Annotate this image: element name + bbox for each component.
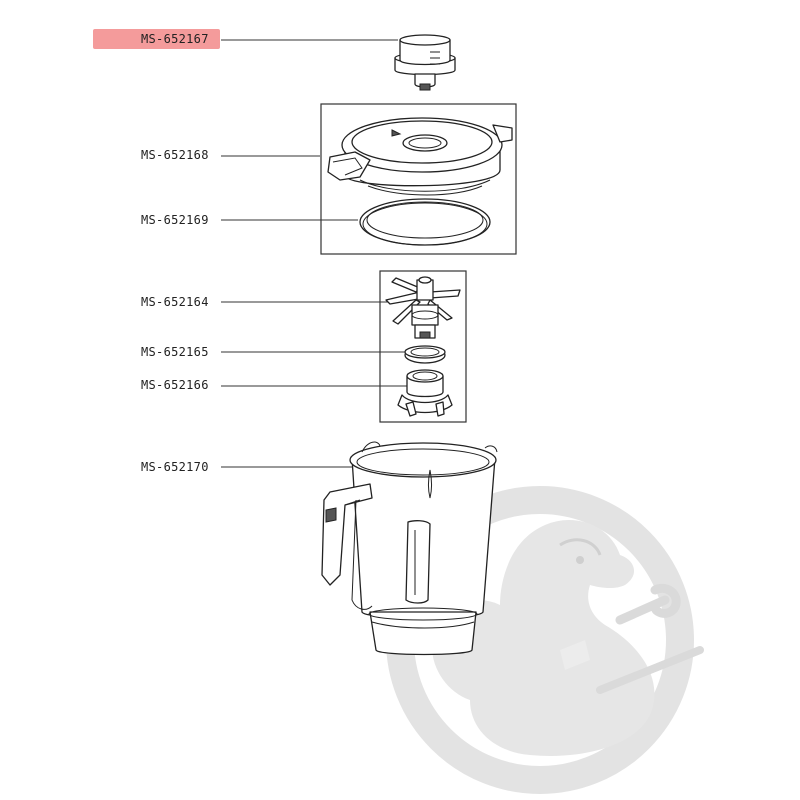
part-blade[interactable] xyxy=(386,277,460,338)
part-label-jug[interactable]: MS-652170 xyxy=(141,460,209,474)
part-blade-seal[interactable] xyxy=(405,346,445,363)
part-label-lid-seal[interactable]: MS-652169 xyxy=(141,213,209,227)
part-label-blade-support[interactable]: MS-652166 xyxy=(141,378,209,392)
part-label-lid[interactable]: MS-652168 xyxy=(141,148,209,162)
part-lid-cap[interactable] xyxy=(395,35,455,90)
part-lid[interactable] xyxy=(328,118,512,195)
part-blade-support[interactable] xyxy=(398,370,452,416)
part-label-lid-cap[interactable]: MS-652167 xyxy=(141,32,209,46)
part-label-blade-seal[interactable]: MS-652165 xyxy=(141,345,209,359)
part-lid-seal[interactable] xyxy=(360,199,490,245)
part-label-blade[interactable]: MS-652164 xyxy=(141,295,209,309)
part-jug[interactable] xyxy=(322,442,497,654)
